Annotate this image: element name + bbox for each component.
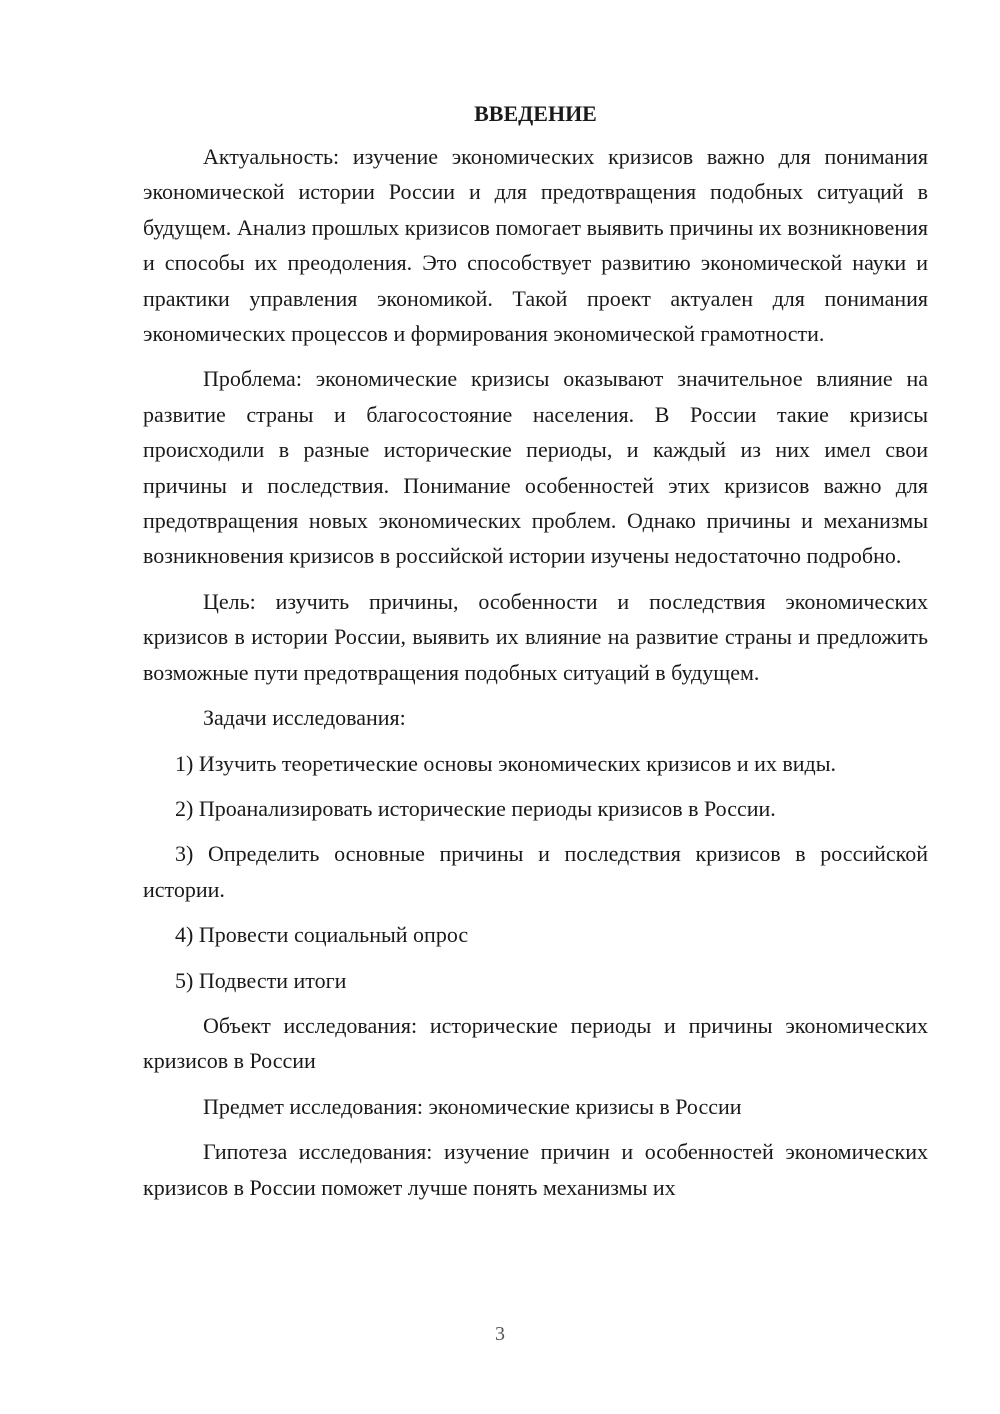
tasks-heading: Задачи исследования: (203, 705, 406, 731)
relevance-paragraph: Актуальность: изучение экономических кризисов важно для понимания экономической истории России и для предотвращения подобных ситуаций в будущем. Анализ прошлых кризисов помогает выявить причины их возникновения и способы их преодоления. Это способствует развитию экономической науки и практики управления экономикой. Такой проект актуален для понимания экономических процессов и формирования экономической грамотности. (143, 144, 928, 347)
problem-paragraph: Проблема: экономические кризисы оказывают значительное влияние на развитие страны и благосостояние населения. В России такие кризисы происходили в разные исторические периоды, и каждый из них имел свои причины и последствия. Понимание особенностей этих кризисов важно для предотвращения новых экономических проблем. Однако причины и механизмы возникновения кризисов в российской истории изучены недостаточно подробно. (143, 366, 928, 569)
page-number: 3 (495, 1323, 505, 1345)
object-paragraph: Объект исследования: исторические периоды и причины экономических кризисов в России (143, 1012, 928, 1074)
goal-paragraph: Цель: изучить причины, особенности и последствия экономических кризисов в истории России, выявить их влияние на развитие страны и предложить возможные пути предотвращения подобных ситуаций в будущем. (143, 588, 928, 685)
task-item-1: 1) Изучить теоретические основы экономических кризисов и их виды. (175, 750, 837, 776)
task-item-4: 4) Провести социальный опрос (175, 922, 469, 948)
subject-paragraph: Предмет исследования: экономические кризисы в России (203, 1093, 742, 1119)
task-item-2: 2) Проанализировать исторические периоды кризисов в России. (175, 795, 776, 821)
page-content (143, 96, 928, 1215)
section-title: ВВЕДЕНИЕ (474, 101, 597, 126)
hypothesis-paragraph: Гипотеза исследования: изучение причин и особенностей экономических кризисов в России поможет лучше понять механизмы их (143, 1139, 928, 1200)
task-item-3: 3) Определить основные причины и последствия кризисов в российской истории. (143, 841, 928, 902)
task-item-5: 5) Подвести итоги (175, 967, 347, 993)
